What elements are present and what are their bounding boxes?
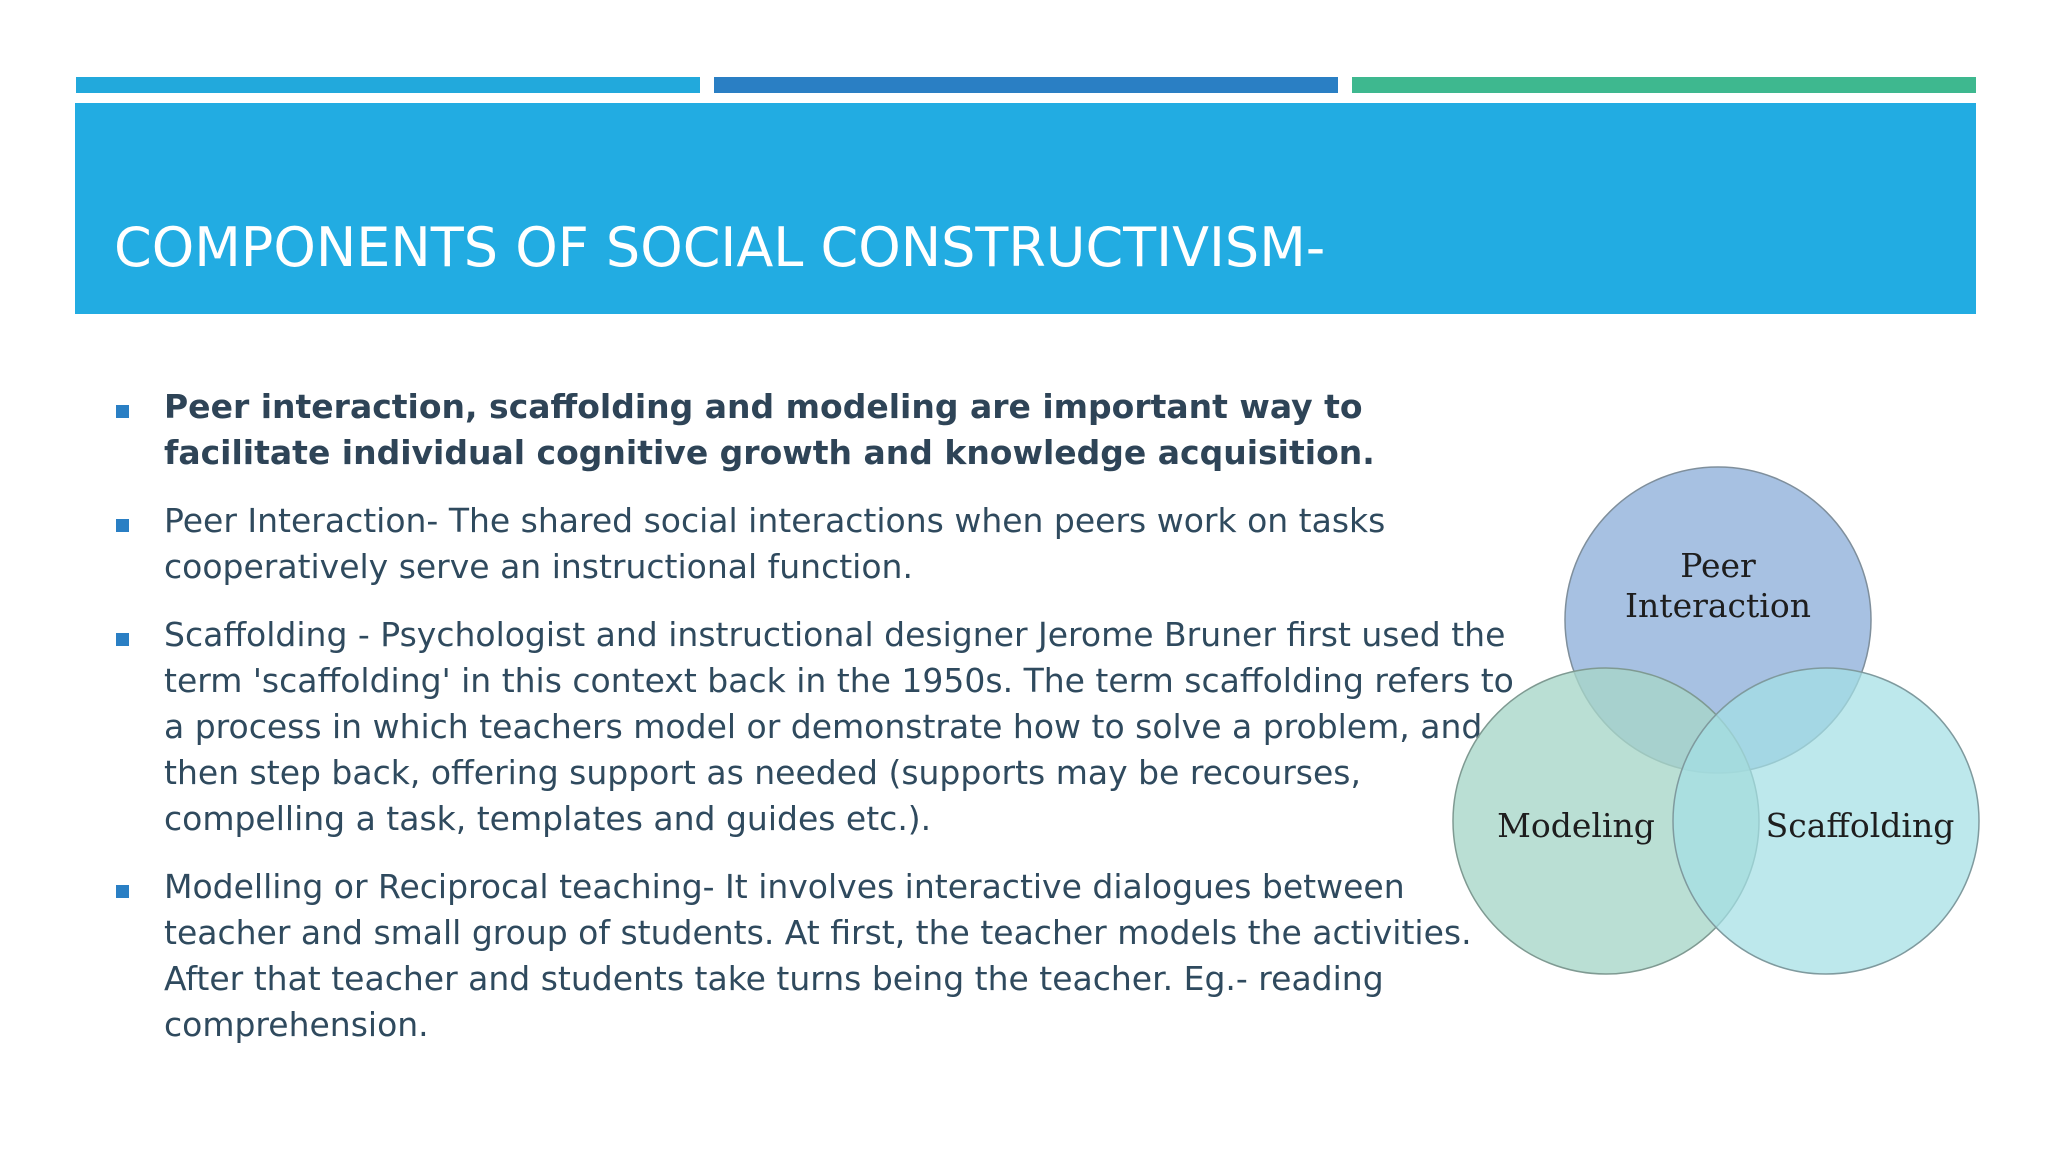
bullet-line: cooperatively serve an instructional function. — [164, 547, 913, 586]
bullet-list — [112, 384, 1514, 1070]
venn-diagram — [1440, 465, 1980, 985]
slide-title: COMPONENTS OF SOCIAL CONSTRUCTIVISM- — [114, 216, 1326, 279]
square-bullet-icon — [116, 405, 129, 418]
venn-label-interaction: Interaction — [1625, 586, 1811, 625]
square-bullet-icon — [116, 633, 129, 646]
bullet-item-scaffolding — [112, 612, 1514, 842]
venn-label-modeling: Modeling — [1497, 806, 1655, 845]
bullet-line: Modelling or Reciprocal teaching- It involves interactive dialogues between — [164, 867, 1405, 906]
accent-bar-green — [1352, 77, 1976, 93]
square-bullet-icon — [116, 885, 129, 898]
bullet-line: Scaffolding - Psychologist and instructional designer Jerome Bruner first used the — [164, 615, 1506, 654]
square-bullet-icon — [116, 519, 129, 532]
bullet-line: teacher and small group of students. At first, the teacher models the activities. — [164, 913, 1472, 952]
accent-bar-light-blue — [76, 77, 700, 93]
venn-label-peer: Peer — [1680, 546, 1756, 585]
bullet-line: After that teacher and students take turns being the teacher. Eg.- reading — [164, 959, 1384, 998]
bullet-line: term 'scaffolding' in this context back in the 1950s. The term scaffolding refers to — [164, 661, 1514, 700]
bullet-line: then step back, offering support as needed (supports may be recourses, — [164, 753, 1361, 792]
venn-label-scaffolding: Scaffolding — [1765, 806, 1955, 845]
bullet-line: compelling a task, templates and guides etc.). — [164, 799, 932, 838]
bullet-item-modelling — [112, 864, 1472, 1048]
bullet-line: comprehension. — [164, 1005, 429, 1044]
bullet-line: a process in which teachers model or demonstrate how to solve a problem, and — [164, 707, 1483, 746]
bullet-line: facilitate individual cognitive growth and knowledge acquisition. — [164, 433, 1375, 472]
bullet-item-peer-interaction — [112, 498, 1432, 590]
bullet-line: Peer interaction, scaffolding and modeling are important way to — [164, 387, 1363, 426]
bullet-line: Peer Interaction- The shared social interactions when peers work on tasks — [164, 501, 1386, 540]
title-band — [75, 103, 1976, 314]
bullet-item-summary — [112, 384, 1432, 476]
accent-bar-dark-blue — [714, 77, 1338, 93]
